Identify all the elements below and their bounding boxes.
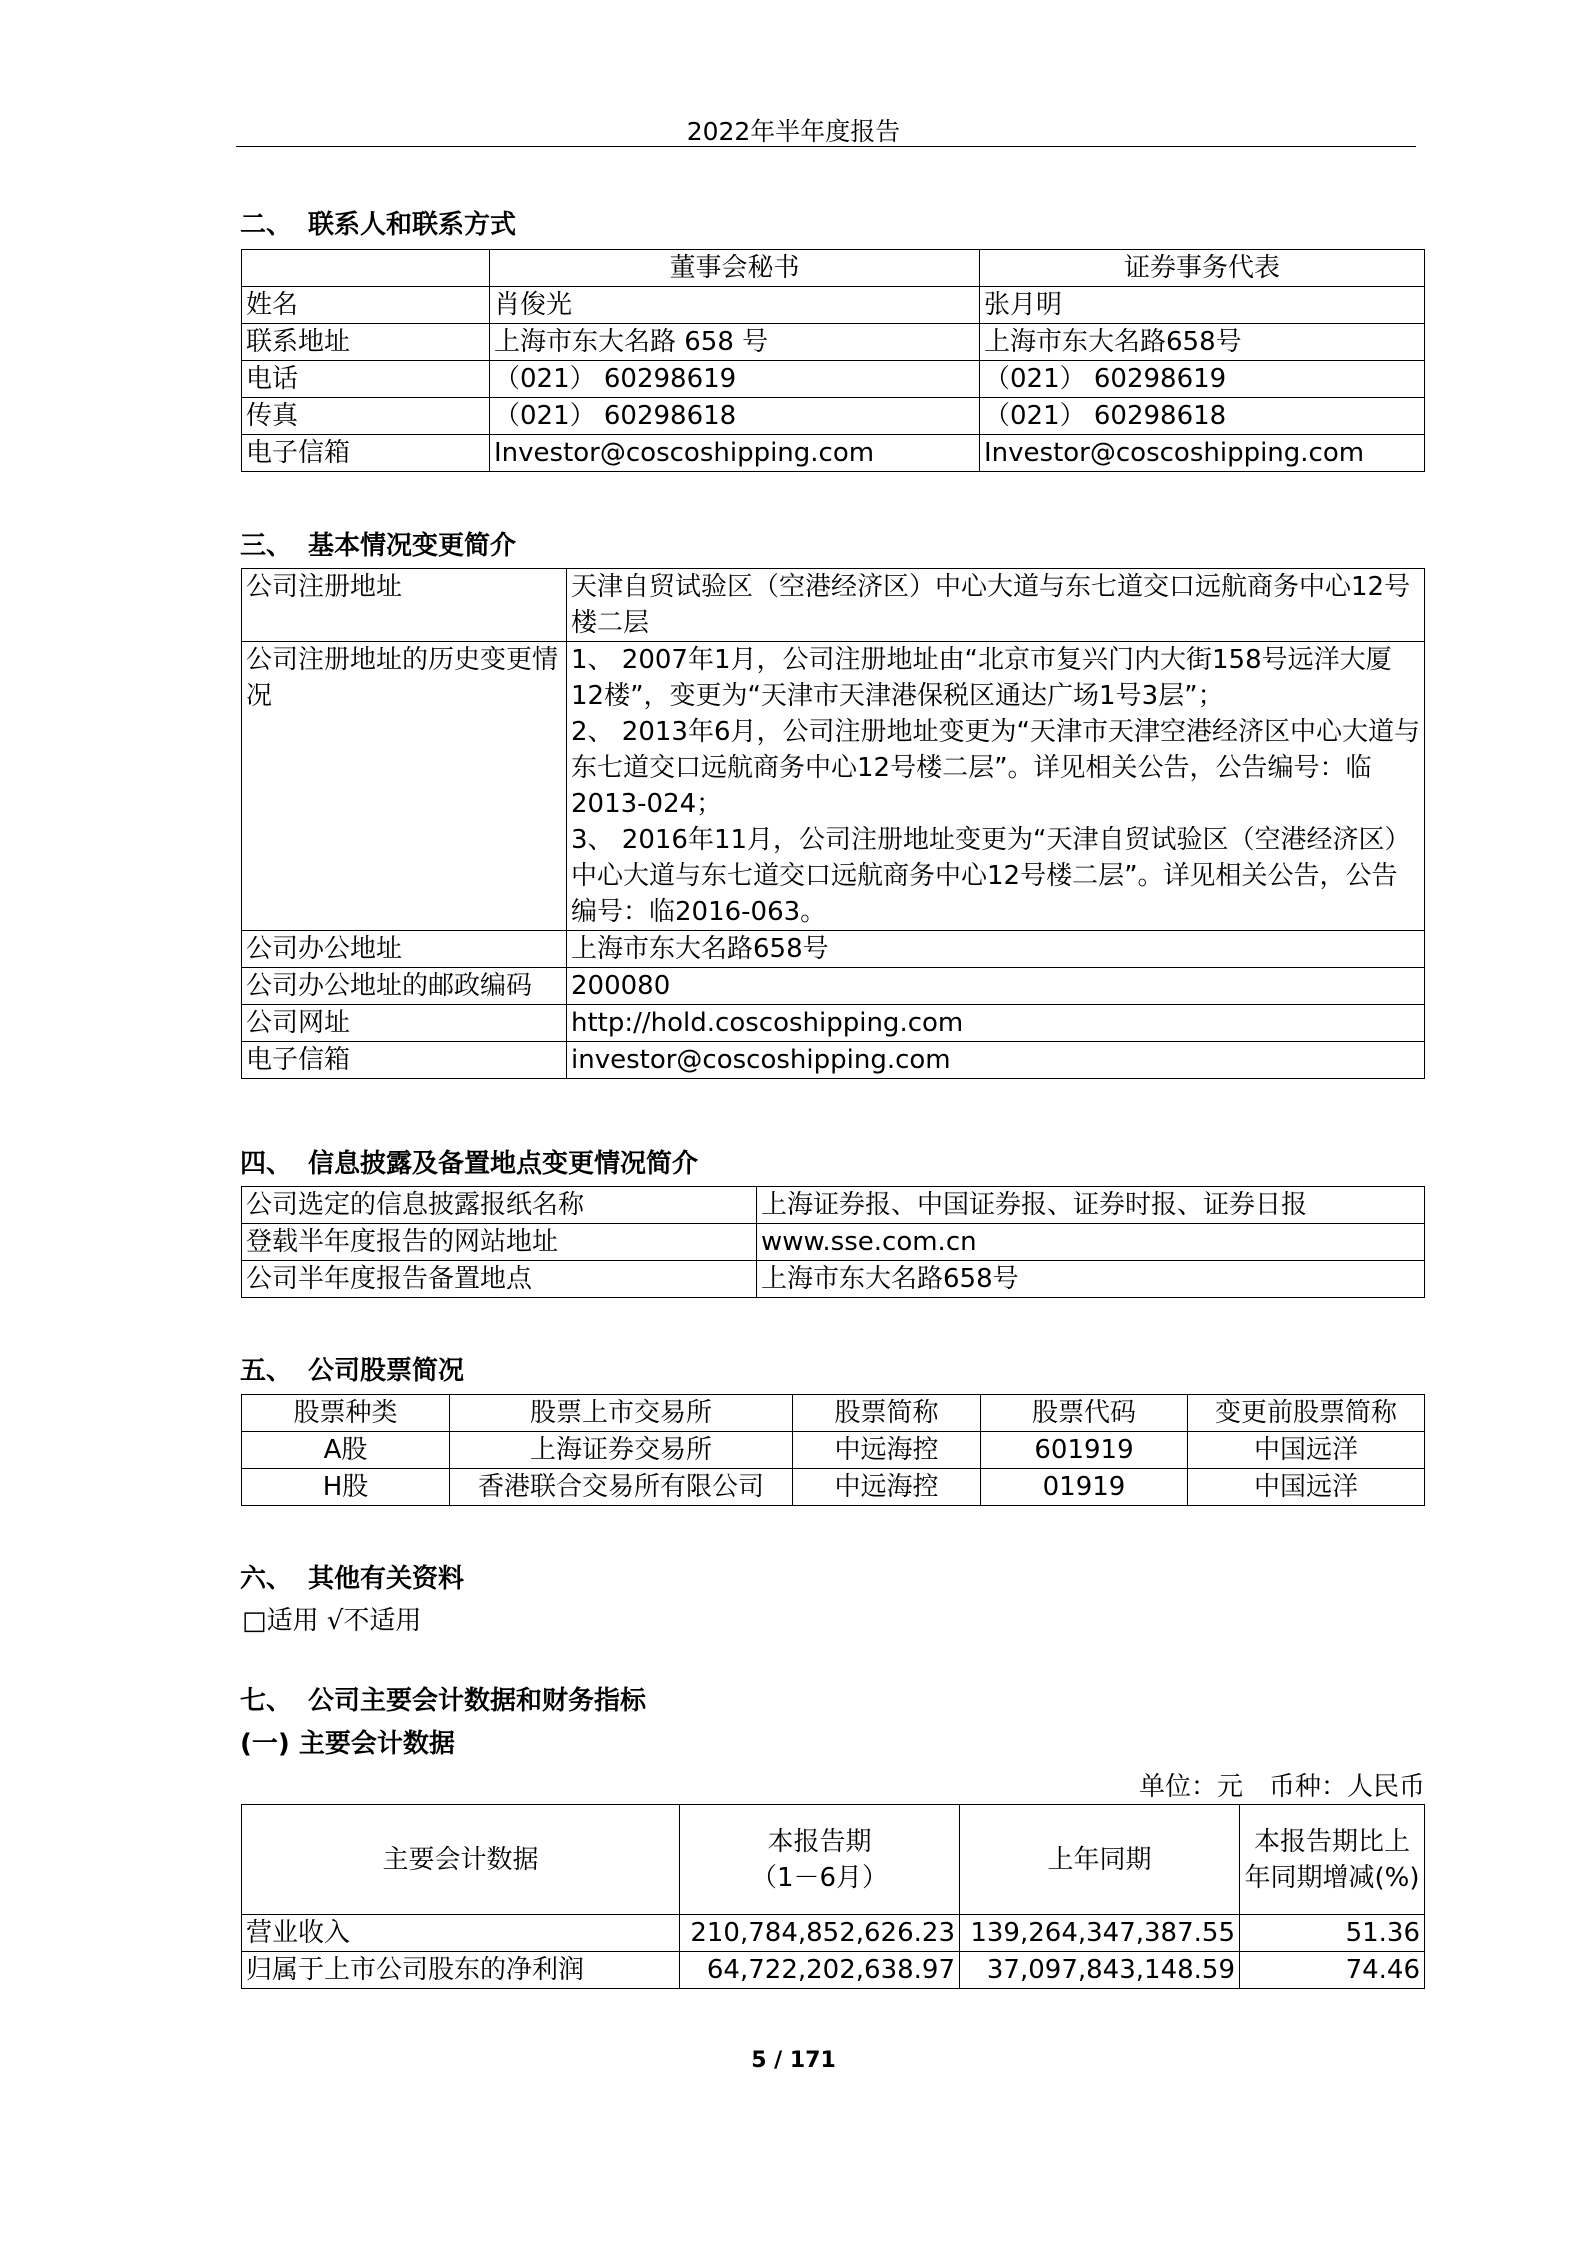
page-number: 5 / 171 [751,2048,836,2073]
section-3-heading [240,525,516,562]
table-header-cell: 上年同期 [960,1805,1240,1915]
table-cell: www.sse.com.cn [757,1224,1425,1261]
table-cell: Investor@coscoshipping.com [490,435,980,472]
section-2-heading [240,204,516,241]
table-header-row [242,1395,1425,1432]
table-row [242,1432,1425,1469]
table-cell: investor@coscoshipping.com [567,1042,1425,1079]
table-cell: （021） 60298618 [490,398,980,435]
table-row [242,931,1425,968]
table-row [242,1187,1425,1224]
table-cell: 肖俊光 [490,287,980,324]
section-title: 基本情况变更简介 [308,531,517,561]
table-cell: 公司选定的信息披露报纸名称 [242,1187,757,1224]
table-cell: 210,784,852,626.23 [680,1915,960,1952]
table-header-cell: 变更前股票简称 [1188,1395,1425,1432]
table-cell: 传真 [242,398,490,435]
table-cell: 139,264,347,387.55 [960,1915,1240,1952]
table-cell: （021） 60298619 [490,361,980,398]
table-cell: 中远海控 [793,1469,981,1506]
table-cell: 74.46 [1240,1952,1425,1989]
table-cell: 上海证券交易所 [450,1432,793,1469]
section-title: 其他有关资料 [308,1564,465,1594]
disclosure-table [241,1186,1425,1298]
table-cell: 公司注册地址的历史变更情况 [242,642,567,931]
table-cell: 上海市东大名路658号 [567,931,1425,968]
table-row [242,1952,1425,1989]
table-cell: 登载半年度报告的网站地址 [242,1224,757,1261]
accounting-data-table [241,1804,1425,1989]
table-cell: 公司办公地址的邮政编码 [242,968,567,1005]
table-row [242,287,1425,324]
section-number: 四、 [240,1149,293,1179]
table-row [242,1224,1425,1261]
table-header-cell: 证券事务代表 [980,250,1425,287]
basic-info-table [241,568,1425,1079]
contact-table [241,249,1425,472]
table-cell: 上海市东大名路 658 号 [490,324,980,361]
table-header-row [242,1805,1425,1915]
table-row [242,1261,1425,1298]
page-header: 2022年半年度报告 [686,117,901,146]
table-row [242,569,1425,642]
table-cell: 200080 [567,968,1425,1005]
table-row [242,1915,1425,1952]
table-cell: 37,097,843,148.59 [960,1952,1240,1989]
section-title: 公司股票简况 [308,1356,465,1386]
applicability-options: □适用 √不适用 [242,1606,422,1636]
section-number: 七、 [240,1686,293,1716]
table-cell: 中远海控 [793,1432,981,1469]
table-header-cell: 主要会计数据 [242,1805,680,1915]
table-cell: （021） 60298618 [980,398,1425,435]
table-cell: 香港联合交易所有限公司 [450,1469,793,1506]
section-title: 联系人和联系方式 [308,210,517,240]
table-header-row [242,250,1425,287]
section-6-heading [240,1558,464,1595]
table-header-cell: 董事会秘书 [490,250,980,287]
table-cell: 天津自贸试验区（空港经济区）中心大道与东七道交口远航商务中心12号楼二层 [567,569,1425,642]
unit-note: 单位：元 币种：人民币 [1138,1772,1425,1802]
table-cell: 中国远洋 [1188,1469,1425,1506]
stock-table [241,1394,1425,1506]
table-cell: A股 [242,1432,450,1469]
section-number: 五、 [240,1356,293,1386]
table-header-cell: 股票上市交易所 [450,1395,793,1432]
section-number: 二、 [240,210,293,240]
table-cell: 公司网址 [242,1005,567,1042]
table-cell: 电子信箱 [242,1042,567,1079]
table-cell: 上海市东大名路658号 [757,1261,1425,1298]
table-row [242,398,1425,435]
table-header-cell: 股票种类 [242,1395,450,1432]
table-row [242,1042,1425,1079]
table-cell: Investor@coscoshipping.com [980,435,1425,472]
table-cell: 电话 [242,361,490,398]
section-4-heading [240,1143,698,1180]
table-cell: 51.36 [1240,1915,1425,1952]
table-cell: 上海证券报、中国证券报、证券时报、证券日报 [757,1187,1425,1224]
table-cell: 归属于上市公司股东的净利润 [242,1952,680,1989]
table-cell: 姓名 [242,287,490,324]
table-cell: 601919 [981,1432,1188,1469]
table-cell: 中国远洋 [1188,1432,1425,1469]
table-cell: 营业收入 [242,1915,680,1952]
subsection-heading: (一) 主要会计数据 [240,1729,455,1759]
section-7-heading [240,1680,646,1717]
table-cell: 电子信箱 [242,435,490,472]
table-row [242,324,1425,361]
table-row [242,1469,1425,1506]
table-cell: 01919 [981,1469,1188,1506]
table-cell: 1、 2007年1月，公司注册地址由“北京市复兴门内大街158号远洋大厦12楼”，变更为“天津市天津港保税区通达广场1号3层”； 2、 2013年6月，公司注册地址变更为“天津市天津空港经济区中心大道与东七道交口远航商务中心12号楼二层”。详见相关公告，公告编号：临2013-024； 3、 2016年11月，公司注册地址变更为“天津自贸试验区（空港经济区）中心大道与东七道交口远航商务中心12号楼二层”。详见相关公告，公告编号：临2016-063。 [567,642,1425,931]
section-title: 公司主要会计数据和财务指标 [308,1686,647,1716]
table-cell: 公司半年度报告备置地点 [242,1261,757,1298]
table-cell: 张月明 [980,287,1425,324]
table-cell: http://hold.coscoshipping.com [567,1005,1425,1042]
table-row [242,968,1425,1005]
table-cell: 联系地址 [242,324,490,361]
table-header-cell: 本报告期 （1－6月） [680,1805,960,1915]
section-title: 信息披露及备置地点变更情况简介 [308,1149,699,1179]
table-cell: 64,722,202,638.97 [680,1952,960,1989]
table-row [242,361,1425,398]
table-header-cell: 股票简称 [793,1395,981,1432]
table-cell: （021） 60298619 [980,361,1425,398]
table-row [242,435,1425,472]
table-header-cell: 本报告期比上年同期增减(%) [1240,1805,1425,1915]
table-header-cell: 股票代码 [981,1395,1188,1432]
table-header-cell [242,250,490,287]
header-divider [236,146,1416,147]
section-5-heading [240,1350,464,1387]
table-row [242,1005,1425,1042]
section-number: 六、 [240,1564,293,1594]
table-cell: 上海市东大名路658号 [980,324,1425,361]
table-cell: 公司注册地址 [242,569,567,642]
table-cell: 公司办公地址 [242,931,567,968]
table-cell: H股 [242,1469,450,1506]
section-number: 三、 [240,531,293,561]
table-row [242,642,1425,931]
